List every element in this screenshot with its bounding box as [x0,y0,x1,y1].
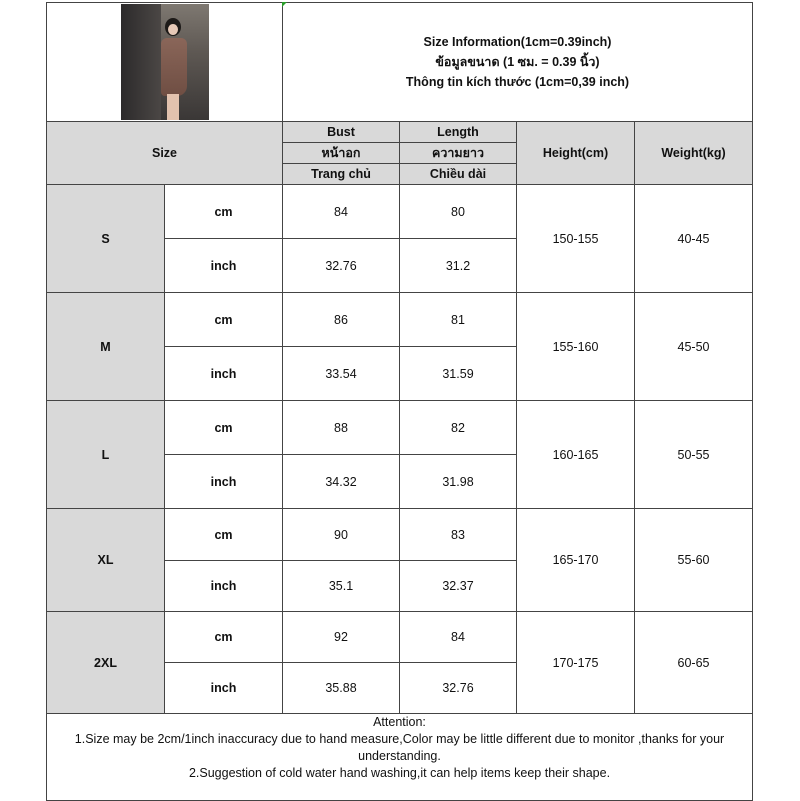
height-range: 155-160 [517,293,635,401]
bust-header: Bust [283,122,400,143]
bust-inch-value: 32.76 [283,239,400,293]
weight-range: 45-50 [635,293,753,401]
size-label: L [47,401,165,509]
size-information-cell [283,3,753,122]
weight-header: Weight(kg) [635,122,753,185]
bust-inch-value: 34.32 [283,455,400,509]
size-column-header: Size [47,122,283,185]
size-row-cm [47,185,753,239]
unit-label-inch: inch [165,347,283,401]
length-cm-value: 80 [400,185,517,239]
size-info-vietnamese: Thông tin kích thước (1cm=0,39 inch) [405,75,630,89]
unit-label-inch: inch [165,663,283,714]
length-header-vietnamese: Chiều dài [400,164,517,185]
length-cm-value: 81 [400,293,517,347]
size-info-thai: ข้อมูลขนาด (1 ซม. = 0.39 นิ้ว) [435,55,600,69]
length-header: Length [400,122,517,143]
bust-inch-value: 35.1 [283,561,400,612]
unit-label-inch: inch [165,561,283,612]
weight-range: 55-60 [635,509,753,612]
size-label: 2XL [47,612,165,714]
unit-label-inch: inch [165,239,283,293]
header-row [47,3,753,122]
size-row-cm [47,293,753,347]
size-label: S [47,185,165,293]
bust-cm-value: 84 [283,185,400,239]
size-label: XL [47,509,165,612]
attention-title: Attention: [373,715,426,729]
weight-range: 40-45 [635,185,753,293]
bust-cm-value: 90 [283,509,400,561]
attention-row [47,714,753,801]
photo-cell [47,3,283,122]
height-range: 160-165 [517,401,635,509]
bust-cm-value: 86 [283,293,400,347]
bust-header-vietnamese: Trang chủ [283,164,400,185]
weight-range: 60-65 [635,612,753,714]
length-inch-value: 31.2 [400,239,517,293]
bust-header-thai: หน้าอก [283,143,400,164]
length-inch-value: 31.59 [400,347,517,401]
size-chart-table [46,2,753,801]
product-photo [121,4,209,120]
length-inch-value: 32.76 [400,663,517,714]
height-range: 165-170 [517,509,635,612]
weight-range: 50-55 [635,401,753,509]
unit-label-cm: cm [165,185,283,239]
size-info-english: Size Information(1cm=0.39inch) [423,35,612,49]
attention-line-2: 2.Suggestion of cold water hand washing,it can help items keep their shape. [188,766,611,780]
length-inch-value: 32.37 [400,561,517,612]
unit-label-cm: cm [165,293,283,347]
length-cm-value: 82 [400,401,517,455]
unit-label-cm: cm [165,612,283,663]
length-cm-value: 84 [400,612,517,663]
unit-label-cm: cm [165,509,283,561]
attention-notes [47,714,753,801]
bust-inch-value: 33.54 [283,347,400,401]
size-row-cm [47,401,753,455]
bust-inch-value: 35.88 [283,663,400,714]
height-range: 150-155 [517,185,635,293]
height-range: 170-175 [517,612,635,714]
bust-cm-value: 88 [283,401,400,455]
length-inch-value: 31.98 [400,455,517,509]
height-header: Height(cm) [517,122,635,185]
length-header-thai: ความยาว [400,143,517,164]
unit-label-cm: cm [165,401,283,455]
length-cm-value: 83 [400,509,517,561]
corner-marker [282,2,287,7]
unit-label-inch: inch [165,455,283,509]
bust-cm-value: 92 [283,612,400,663]
size-row-cm [47,612,753,663]
column-header-row-1 [47,122,753,143]
size-row-cm [47,509,753,561]
attention-line-1: 1.Size may be 2cm/1inch inaccuracy due to hand measure,Color may be little different due to monitor ,thanks for your understanding. [74,732,725,763]
size-label: M [47,293,165,401]
